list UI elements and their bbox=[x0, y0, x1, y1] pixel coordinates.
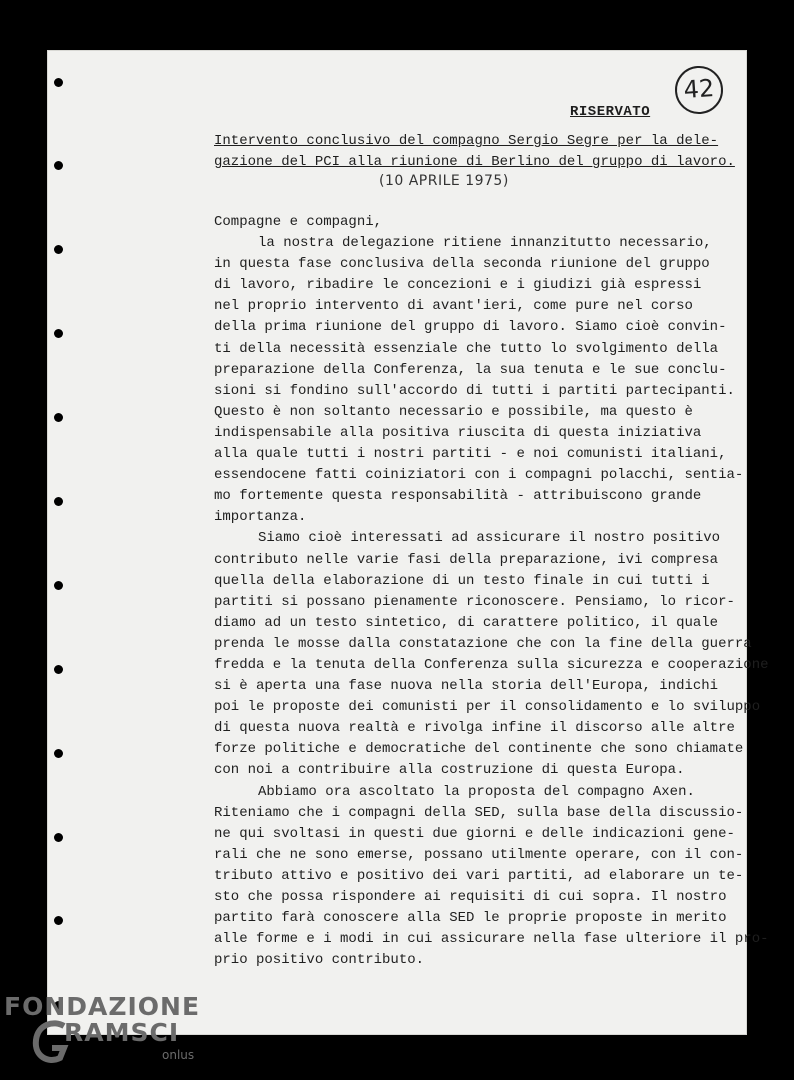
body-line: sioni si fondino sull'accordo di tutti i partiti partecipanti. bbox=[214, 382, 735, 399]
punch-hole bbox=[54, 916, 63, 925]
body-line: indispensabile alla positiva riuscita di questa iniziativa bbox=[214, 424, 702, 441]
body-line: alle forme e i modi in cui assicurare nella fase ulteriore il pro- bbox=[214, 931, 769, 948]
body-line: Questo è non soltanto necessario e possibile, ma questo è bbox=[214, 403, 693, 420]
body-line: in questa fase conclusiva della seconda riunione del gruppo bbox=[214, 256, 710, 273]
document-date: (10 APRILE 1975) bbox=[379, 173, 509, 189]
body-line: contributo nelle varie fasi della preparazione, ivi compresa bbox=[214, 551, 719, 568]
body-line: ne qui svoltasi in questi due giorni e delle indicazioni gene- bbox=[214, 825, 735, 842]
watermark-line2: RAMSCI bbox=[64, 1018, 180, 1047]
body-line: poi le proposte dei comunisti per il consolidamento e lo sviluppo bbox=[214, 699, 761, 716]
body-line: Siamo cioè interessati ad assicurare il nostro positivo bbox=[258, 530, 721, 547]
body-line: nel proprio intervento di avant'ieri, come pure nel corso bbox=[214, 298, 693, 315]
punch-hole bbox=[54, 749, 63, 758]
body-line: quella della elaborazione di un testo finale in cui tutti i bbox=[214, 572, 710, 589]
punch-hole bbox=[54, 78, 63, 87]
body-line: partiti si possano pienamente riconoscere. Pensiamo, lo ricor- bbox=[214, 593, 735, 610]
punch-hole bbox=[54, 161, 63, 170]
document-body bbox=[214, 212, 769, 971]
punch-hole bbox=[54, 497, 63, 506]
punch-hole bbox=[54, 665, 63, 674]
punch-hole bbox=[54, 833, 63, 842]
body-line: fredda e la tenuta della Conferenza sulla sicurezza e cooperazione bbox=[214, 656, 769, 673]
body-line: tributo attivo e positivo dei vari partiti, ad elaborare un te- bbox=[214, 867, 744, 884]
punch-hole bbox=[54, 581, 63, 590]
watermark-line1: FONDAZIONE bbox=[4, 992, 201, 1021]
watermark-line3: onlus bbox=[162, 1048, 195, 1062]
body-line: forze politiche e democratiche del continente che sono chiamate bbox=[214, 741, 744, 758]
body-line: prenda le mosse dalla constatazione che con la fine della guerra bbox=[214, 635, 752, 652]
body-line: prio positivo contributo. bbox=[214, 952, 425, 969]
title-line: Intervento conclusivo del compagno Sergio Segre per la dele- bbox=[214, 133, 719, 149]
body-line: Riteniamo che i compagni della SED, sulla base della discussio- bbox=[214, 804, 744, 821]
classification-label: RISERVATO bbox=[570, 104, 651, 120]
body-line: si è aperta una fase nuova nella storia dell'Europa, indichi bbox=[214, 678, 719, 695]
body-line: essendocene fatti coiniziatori con i compagni polacchi, sentia- bbox=[214, 467, 744, 484]
body-line: Abbiamo ora ascoltato la proposta del compagno Axen. bbox=[258, 783, 695, 800]
body-line: di lavoro, ribadire le concezioni e i giudizi già espressi bbox=[214, 277, 702, 294]
document-title bbox=[214, 131, 735, 173]
punch-hole bbox=[54, 413, 63, 422]
body-line: alla quale tutti i nostri partiti - e noi comunisti italiani, bbox=[214, 446, 727, 463]
fondazione-gramsci-watermark bbox=[4, 992, 204, 1072]
handwritten-page-number: 42 bbox=[673, 64, 724, 115]
punch-hole bbox=[54, 245, 63, 254]
body-line: ti della necessità essenziale che tutto lo svolgimento della bbox=[214, 340, 719, 357]
body-line: di questa nuova realtà e rivolga infine il discorso alle altre bbox=[214, 720, 735, 737]
punch-hole bbox=[54, 329, 63, 338]
body-line: della prima riunione del gruppo di lavoro. Siamo cioè convin- bbox=[214, 319, 727, 336]
body-line: Compagne e compagni, bbox=[214, 214, 383, 230]
title-line: gazione del PCI alla riunione di Berlino del gruppo di lavoro. bbox=[214, 154, 735, 170]
body-line: importanza. bbox=[214, 509, 307, 526]
body-line: diamo ad un testo sintetico, di carattere politico, il quale bbox=[214, 614, 719, 631]
body-line: partito farà conoscere alla SED le proprie proposte in merito bbox=[214, 910, 727, 927]
body-line: sto che possa rispondere ai requisiti di cui sopra. Il nostro bbox=[214, 889, 727, 905]
body-line: con noi a contribuire alla costruzione di questa Europa. bbox=[214, 762, 685, 779]
body-line: preparazione della Conferenza, la sua tenuta e le sue conclu- bbox=[214, 361, 727, 378]
body-line: rali che ne sono emerse, possano utilmente operare, con il con- bbox=[214, 846, 744, 863]
body-line: la nostra delegazione ritiene innanzitutto necessario, bbox=[258, 235, 712, 252]
body-line: mo fortemente questa responsabilità - attribuiscono grande bbox=[214, 488, 702, 505]
